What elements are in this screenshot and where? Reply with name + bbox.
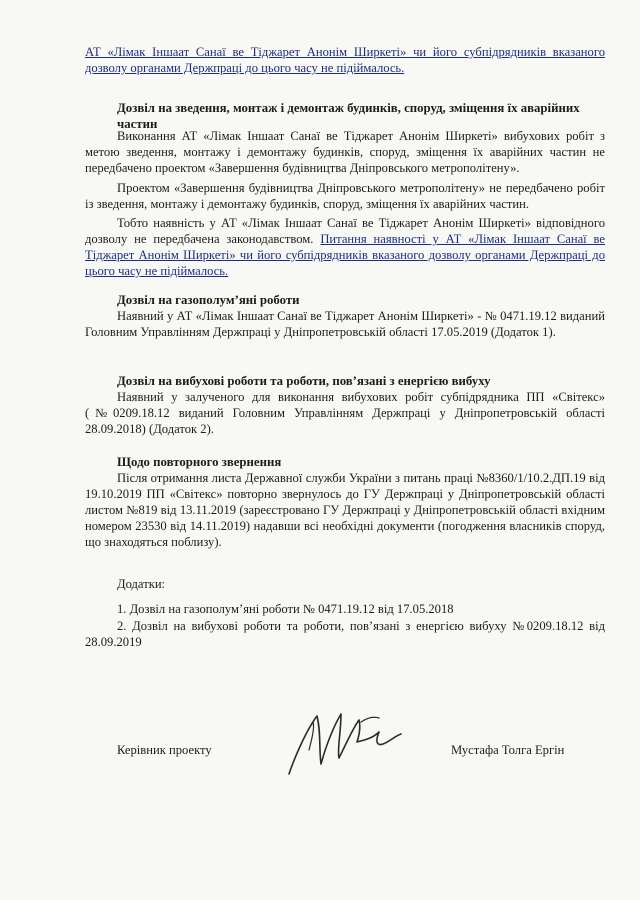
paragraph-gas-flame-permit: Наявний у АТ «Лімак Іншаат Санаї ве Тіджарет Анонім Ширкеті» - № 0471.19.12 виданий Головним Управлінням Держпраці у Дніпропетровській області 17.05.2019 (Додаток 1). [85, 309, 605, 339]
paragraph-permit-not-raised: АТ «Лімак Іншаат Санаї ве Тіджарет Анонім Ширкеті» чи його субпідрядників вказаного дозволу органами Держпраці до цього часу не підіймалось. [85, 45, 605, 75]
attachment-item-2: 2. Дозвіл на вибухові роботи та роботи, пов’язані з енергією вибуху №0209.18.12 від 28.09.2019 [85, 619, 605, 649]
permit-not-required-text: Тобто наявність у АТ «Лімак Іншаат Санаї ве Тіджарет Анонім Ширкеті» відповідного дозволу не передбачена законодавством. [85, 216, 605, 246]
permit-question-link-text: Питання наявності у АТ «Лімак Іншаат Санаї ве Тіджарет Анонім Ширкеті» чи його субпідрядників вказаного дозволу органами Держпраці до цього часу не підіймалось. [85, 232, 606, 278]
paragraph-blasting-permit: Наявний у залученого для виконання вибухових робіт субпідрядника ПП «Світекс» (№0209.18.12 виданий Головним Управлінням Держпраці у Дніпропетровській області 28.09.2018) (Додаток 2). [85, 390, 605, 436]
heading-repeated-request: Щодо повторного звернення [117, 455, 282, 469]
attachment-item-1: 1. Дозвіл на газополум’яні роботи № 0471.19.12 від 17.05.2018 [117, 602, 454, 616]
paragraph-repeated-request: Після отримання листа Державної служби України з питань праці №8360/1/10.2.ДП.19 від 19.10.2019 ПП «Світекс» повторно звернулось до ГУ Держпраці у Дніпропетровській області листом №819 від 13.11.2019 (зареєстровано ГУ Держпраці у Дніпропетровській області вхідним номером 23530 від 14.11.2019) надавши всі необхідні документи (погодження власників споруд, що знаходяться поблизу). [85, 471, 605, 549]
handwritten-signature [275, 702, 415, 782]
paragraph-permit-not-required [85, 215, 605, 279]
paragraph-blasting-not-planned: Виконання АТ «Лімак Іншаат Санаї ве Тіджарет Анонім Ширкеті» вибухових робіт з метою зведення, монтажу і демонтажу будинків, споруд, зміщення їх аварійних частин не передбачено проектом «Завершення будівництва Дніпровського метрополітену». [85, 129, 605, 175]
attachments-title: Додатки: [117, 577, 166, 591]
paragraph-project-scope: Проектом «Завершення будівництва Дніпровського метрополітену» не передбачено робіт із зведення, монтажу і демонтажу будинків, споруд, зміщення їх аварійних частин. [85, 181, 605, 211]
heading-blasting-permit: Дозвіл на вибухові роботи та роботи, пов’язані з енергією вибуху [117, 374, 491, 388]
heading-gas-flame-permit: Дозвіл на газополум’яні роботи [117, 293, 300, 307]
signer-role: Керівник проекту [117, 743, 212, 757]
heading-construction-permit-text: Дозвіл на зведення, монтаж і демонтаж будинків, споруд, зміщення їх аварійних частин [117, 101, 580, 131]
signer-name: Мустафа Толга Ергін [451, 743, 565, 757]
